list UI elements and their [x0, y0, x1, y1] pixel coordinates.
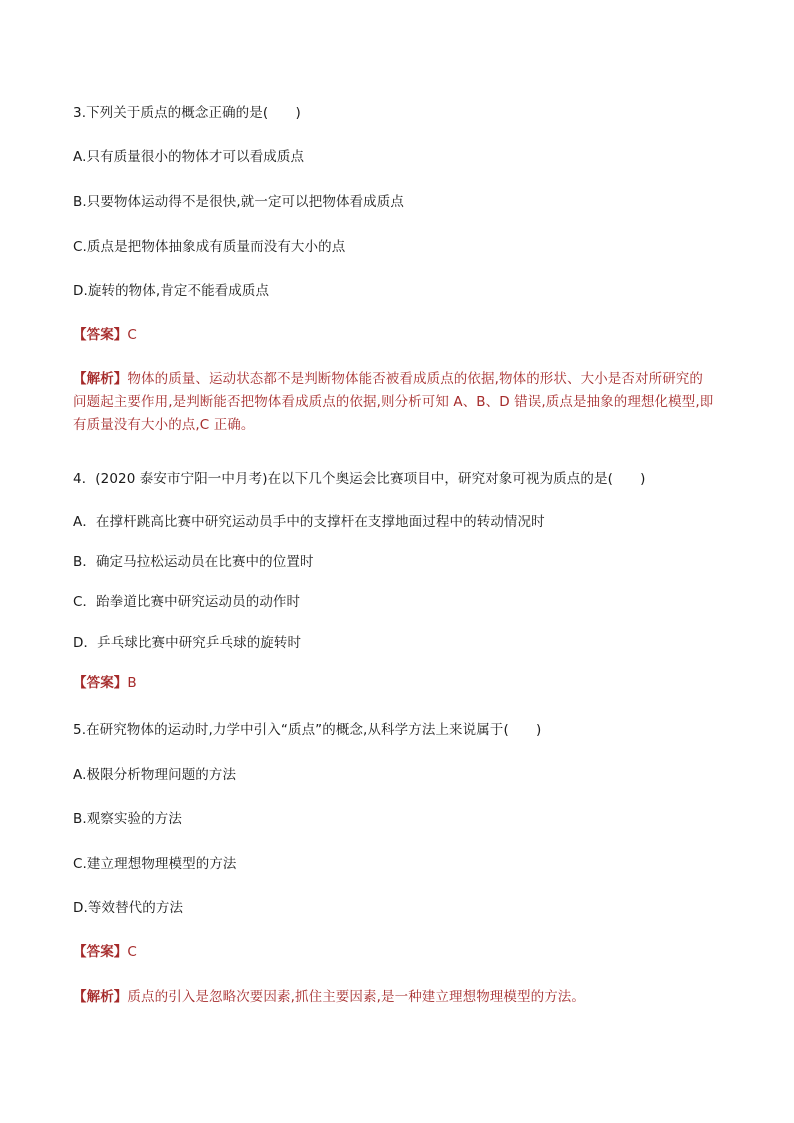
q3-answer [73, 325, 137, 345]
q5-option-b: B.观察实验的方法 [73, 811, 182, 827]
q5-option-c: C.建立理想物理模型的方法 [73, 856, 237, 872]
analysis-label: 【解析】 [73, 371, 128, 387]
answer-value: C [127, 944, 137, 960]
q3-option-c: C.质点是把物体抽象成有质量而没有大小的点 [73, 239, 346, 255]
q3-option-a: A.只有质量很小的物体才可以看成质点 [73, 149, 305, 165]
q4-option-d: D．乒乓球比赛中研究乒乓球的旋转时 [73, 635, 302, 651]
q4-stem: 4．(2020 泰安市宁阳一中月考)在以下几个奥运会比赛项目中，研究对象可视为质点的是( ) [73, 471, 646, 487]
q3-analysis-line2: 问题起主要作用,是判断能否把物体看成质点的依据,则分析可知 A、B、D 错误,质点是抽象的理想化模型,即 [73, 394, 714, 410]
analysis-label: 【解析】 [73, 989, 128, 1005]
answer-label: 【答案】 [73, 327, 128, 343]
q4-option-b: B．确定马拉松运动员在比赛中的位置时 [73, 554, 314, 570]
answer-value: C [127, 327, 137, 343]
q4-answer [73, 673, 137, 693]
q5-answer [73, 942, 137, 962]
answer-label: 【答案】 [73, 675, 128, 691]
q4-option-c: C．跆拳道比赛中研究运动员的动作时 [73, 594, 301, 610]
q3-stem: 3.下列关于质点的概念正确的是( ) [73, 105, 301, 121]
answer-label: 【答案】 [73, 944, 128, 960]
q3-option-b: B.只要物体运动得不是很快,就一定可以把物体看成质点 [73, 194, 404, 210]
q5-option-a: A.极限分析物理问题的方法 [73, 767, 237, 783]
q3-option-d: D.旋转的物体,肯定不能看成质点 [73, 283, 270, 299]
q4-option-a: A．在撑杆跳高比赛中研究运动员手中的支撑杆在支撑地面过程中的转动情况时 [73, 514, 545, 530]
q5-stem: 5.在研究物体的运动时,力学中引入“质点”的概念,从科学方法上来说属于( ) [73, 722, 542, 738]
q5-analysis: 【解析】质点的引入是忽略次要因素,抓住主要因素,是一种建立理想物理模型的方法。 [73, 989, 585, 1005]
answer-value: B [127, 675, 137, 691]
q3-analysis-line3: 有质量没有大小的点,C 正确。 [73, 417, 255, 433]
q5-option-d: D.等效替代的方法 [73, 900, 184, 916]
q3-analysis-line1: 【解析】物体的质量、运动状态都不是判断物体能否被看成质点的依据,物体的形状、大小是否对所研究的 [73, 371, 703, 387]
